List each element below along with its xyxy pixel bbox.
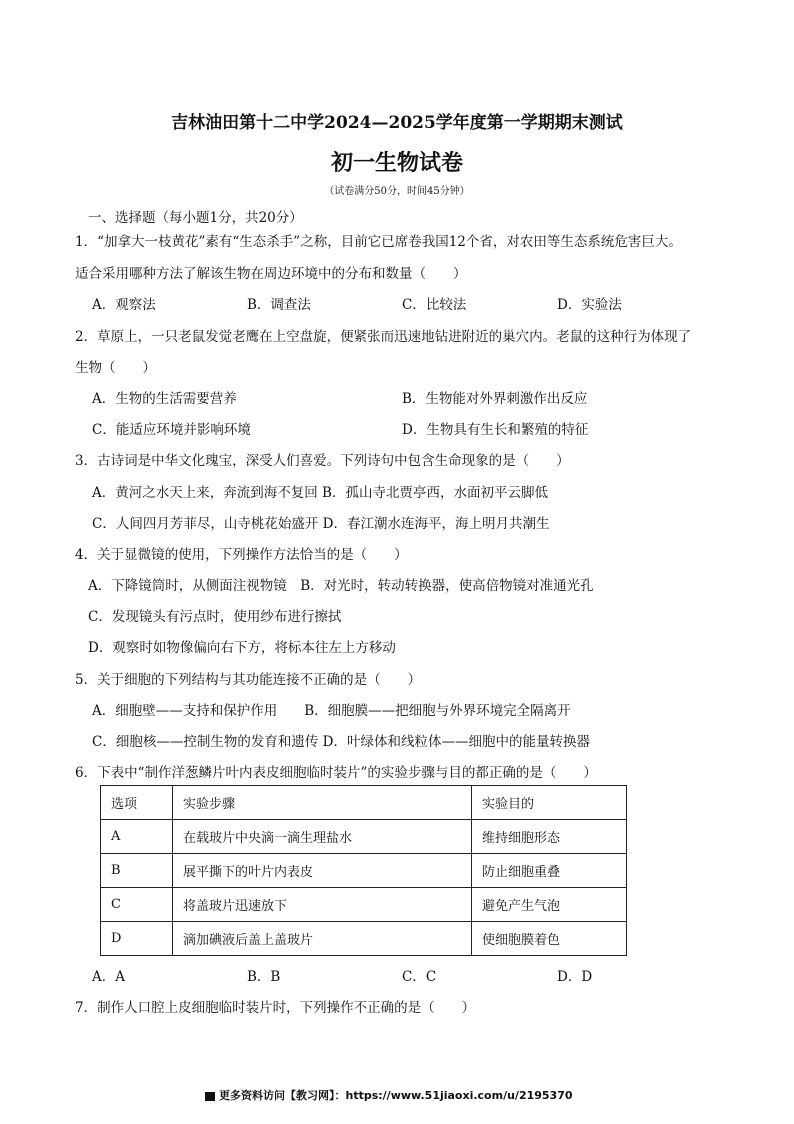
q3-stem: 3．古诗词是中华文化瑰宝，深受人们喜爱。下列诗句中包含生命现象的是（ ） xyxy=(75,453,570,469)
table-cell: 展平撕下的叶片内表皮 xyxy=(173,854,472,888)
table-cell: 维持细胞形态 xyxy=(472,820,627,854)
q1-option-b: B．调查法 xyxy=(247,297,311,313)
q1-option-c: C．比较法 xyxy=(402,297,467,313)
q6-option-a: A．A xyxy=(92,969,125,985)
table-header-cell: 实验步骤 xyxy=(173,786,472,820)
q1-option-a: A．观察法 xyxy=(92,297,156,313)
q5-options-ab: A．细胞壁——支持和保护作用 B．细胞膜——把细胞与外界环境完全隔离开 xyxy=(92,703,571,719)
q5-options-cd: C．细胞核——控制生物的发育和遗传 D．叶绿体和线粒体——细胞中的能量转换器 xyxy=(92,734,590,750)
q7-stem: 7．制作人口腔上皮细胞临时装片时，下列操作不正确的是（ ） xyxy=(75,1000,476,1016)
q2-stem-line2: 生物（ ） xyxy=(75,360,156,376)
table-cell: 将盖玻片迅速放下 xyxy=(173,888,472,922)
q6-option-c: C．C xyxy=(402,969,437,985)
table-header-cell: 选项 xyxy=(101,786,173,820)
q6-stem: 6．下表中“制作洋葱鳞片叶内表皮细胞临时装片”的实验步骤与目的都正确的是（ ） xyxy=(75,765,597,781)
table-cell: C xyxy=(101,888,173,922)
q3-options-cd: C．人间四月芳菲尽，山寺桃花始盛开 D．春江潮水连海平，海上明月共潮生 xyxy=(92,516,550,532)
q2-option-a: A．生物的生活需要营养 xyxy=(92,391,237,407)
table-header-row xyxy=(101,786,627,820)
table-cell: 滴加碘液后盖上盖玻片 xyxy=(173,922,472,956)
table-row xyxy=(101,922,627,956)
q1-stem-line1: 1．“加拿大一枝黄花”素有“生态杀手”之称，目前它已席卷我国12个省，对农田等生态系统危害巨大。 xyxy=(75,234,682,250)
table-row xyxy=(101,888,627,922)
footer-text[interactable]: 更多资料访问【教习网】：https://www.51jiaoxi.com/u/2195370 xyxy=(219,1089,573,1102)
table-cell: 防止细胞重叠 xyxy=(472,854,627,888)
q6-option-b: B．B xyxy=(247,969,281,985)
exam-subtitle: 初一生物试卷 xyxy=(330,150,463,176)
q4-option-c: C．发现镜头有污点时，使用纱布进行擦拭 xyxy=(88,609,342,625)
exam-note: （试卷满分50分，时间45分钟） xyxy=(324,186,470,197)
table-cell: A xyxy=(101,820,173,854)
table-cell: 使细胞膜着色 xyxy=(472,922,627,956)
table-row xyxy=(101,820,627,854)
table-cell: 避免产生气泡 xyxy=(472,888,627,922)
table-header-cell: 实验目的 xyxy=(472,786,627,820)
table-cell: B xyxy=(101,854,173,888)
q4-options-ab: A．下降镜筒时，从侧面注视物镜 B．对光时，转动转换器，使高倍物镜对准通光孔 xyxy=(88,578,594,594)
flag-icon xyxy=(205,1092,215,1101)
q1-stem-line2: 适合采用哪种方法了解该生物在周边环境中的分布和数量（ ） xyxy=(75,266,467,282)
q2-stem-line1: 2．草原上，一只老鼠发觉老鹰在上空盘旋，便紧张而迅速地钻进附近的巢穴内。老鼠的这种行为体现了 xyxy=(75,329,692,345)
q2-option-d: D．生物具有生长和繁殖的特征 xyxy=(402,422,589,438)
section-heading: 一、选择题（每小题1分，共20分） xyxy=(88,210,303,226)
q6-option-d: D．D xyxy=(557,969,593,985)
q2-option-b: B．生物能对外界刺激作出反应 xyxy=(402,391,588,407)
q2-option-c: C．能适应环境并影响环境 xyxy=(92,422,251,438)
q4-stem: 4．关于显微镜的使用，下列操作方法恰当的是（ ） xyxy=(75,547,408,563)
q1-option-d: D．实验法 xyxy=(557,297,622,313)
table-cell: 在载玻片中央滴一滴生理盐水 xyxy=(173,820,472,854)
q5-stem: 5．关于细胞的下列结构与其功能连接不正确的是（ ） xyxy=(75,672,422,688)
table-row xyxy=(101,854,627,888)
q6-table xyxy=(100,785,627,956)
table-cell: D xyxy=(101,922,173,956)
exam-title: 吉林油田第十二中学2024—2025学年度第一学期期末测试 xyxy=(171,113,623,133)
footer-link[interactable] xyxy=(205,1087,573,1103)
q3-options-ab: A．黄河之水天上来，奔流到海不复回 B．孤山寺北贾亭西，水面初平云脚低 xyxy=(92,485,548,501)
q4-option-d: D．观察时如物像偏向右下方，将标本往左上方移动 xyxy=(88,640,396,656)
